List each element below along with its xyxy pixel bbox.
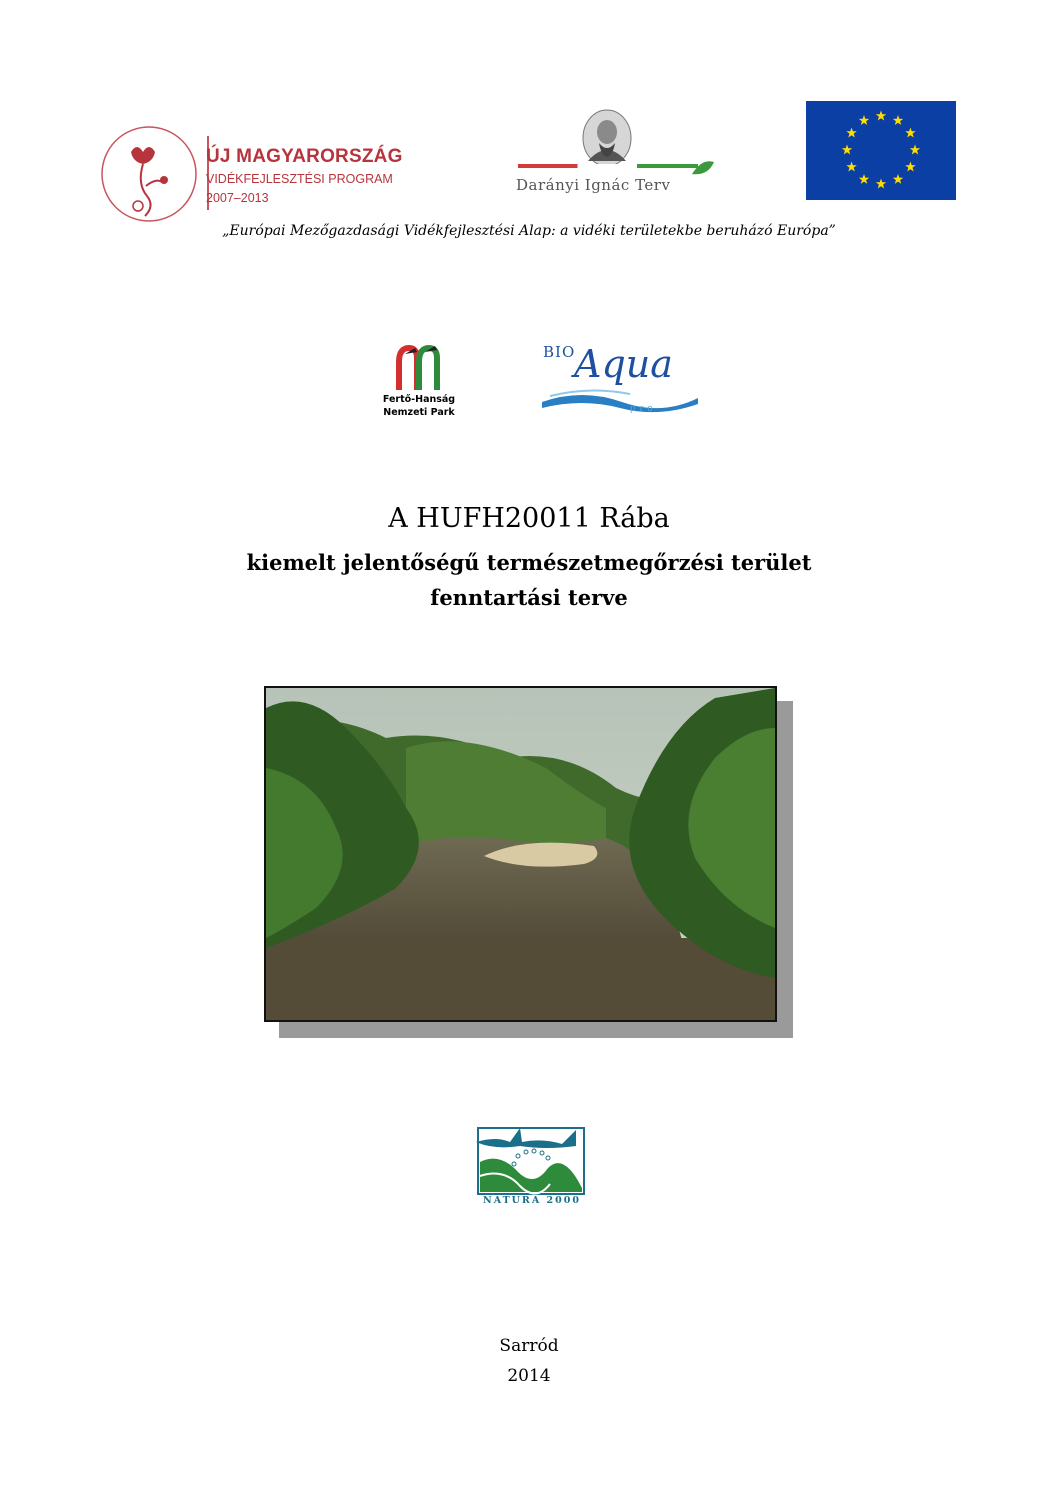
fhnp-name-line1: Fertő-Hanság	[382, 394, 456, 405]
publication-year: 2014	[507, 1366, 551, 1386]
document-title: A HUFH20011 Rába	[388, 503, 670, 534]
bioaqua-wave-icon	[540, 386, 700, 416]
eu-flag	[806, 101, 956, 200]
natura-2000-label: NATURA 2000	[483, 1195, 581, 1206]
eu-star-icon	[876, 179, 886, 189]
eu-star-icon	[905, 128, 915, 138]
bioaqua-aqua-text: Aqua	[574, 342, 673, 386]
eu-star-icon	[842, 145, 852, 155]
eu-star-icon	[905, 162, 915, 172]
eu-star-icon	[910, 145, 920, 155]
uj-magyarorszag-subtitle: VIDÉKFEJLESZTÉSI PROGRAM	[206, 172, 393, 186]
document-subtitle-line2: fenntartási terve	[430, 585, 628, 610]
daranyi-flag-stripe	[518, 164, 698, 168]
eu-star-icon	[846, 162, 856, 172]
eu-star-icon	[893, 174, 903, 184]
fhnp-bird-emblem	[391, 340, 447, 392]
eu-star-icon	[846, 128, 856, 138]
uj-magyarorszag-title: ÚJ MAGYARORSZÁG	[206, 146, 403, 167]
document-subtitle-line1: kiemelt jelentőségű természetmegőrzési terület	[246, 550, 812, 575]
eu-star-icon	[893, 115, 903, 125]
bioaqua-pro-text: pro	[630, 404, 657, 414]
daranyi-logo-text: Darányi Ignác Terv	[516, 176, 671, 194]
uj-magyarorszag-emblem	[100, 124, 204, 224]
river-photo-illustration	[266, 688, 775, 1020]
eu-star-icon	[876, 111, 886, 121]
daranyi-portrait-icon	[582, 109, 632, 167]
uj-magyarorszag-years: 2007–2013	[206, 191, 269, 205]
publication-place: Sarród	[499, 1336, 559, 1356]
funding-motto: „Európai Mezőgazdasági Vidékfejlesztési Alap: a vidéki területekbe beruházó Európa”	[222, 223, 836, 239]
eu-stars-icon	[806, 101, 956, 200]
natura-2000-emblem	[474, 1118, 588, 1196]
bioaqua-bio-text: BIO	[543, 343, 576, 361]
eu-star-icon	[859, 174, 869, 184]
river-landscape-photo	[264, 686, 777, 1022]
fhnp-name-line2: Nemzeti Park	[383, 407, 455, 418]
eu-star-icon	[859, 115, 869, 125]
leaf-icon	[690, 160, 716, 180]
